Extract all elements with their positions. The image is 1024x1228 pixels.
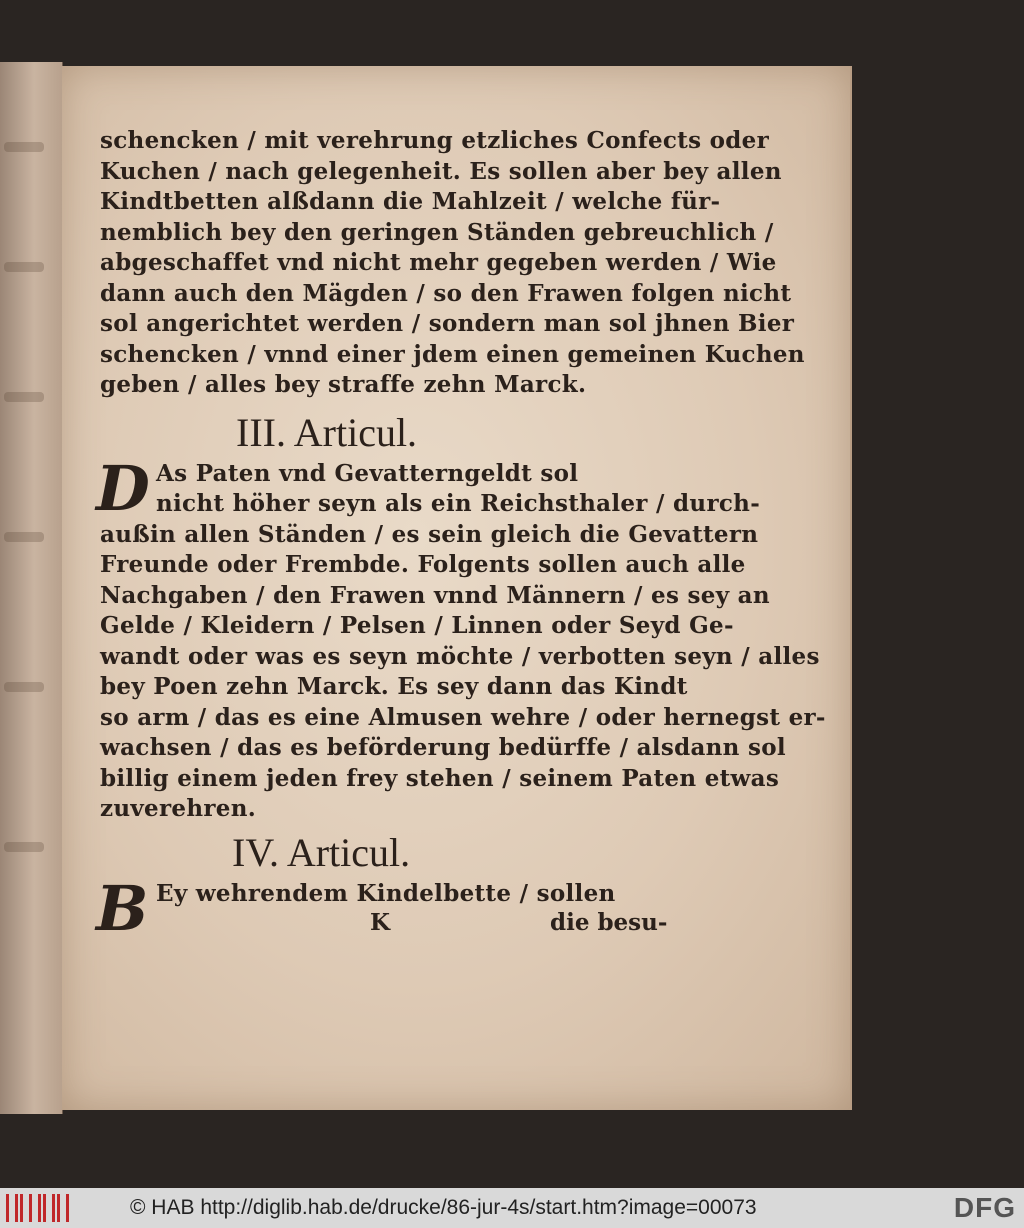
- ink-bleed: [4, 682, 44, 692]
- dfg-logo: DFG: [953, 1192, 1016, 1223]
- text-line: sol angerichtet werden / sondern man sol jhnen Bier: [100, 310, 795, 337]
- text-line: Kuchen / nach gelegenheit. Es sollen aber bey allen: [100, 157, 782, 185]
- text-line: wachsen / das es beförderung bedürffe / alsdann sol: [100, 734, 786, 761]
- article-4-line: Ey wehrendem Kindelbette / sollen: [156, 879, 616, 907]
- text-line: nemblich bey den geringen Ständen gebreuchlich /: [100, 218, 774, 246]
- ink-bleed: [4, 392, 44, 402]
- hab-logo-icon: [6, 1194, 69, 1222]
- catchword: die besu-: [550, 909, 668, 936]
- book-page: [62, 66, 852, 1110]
- text-line: abgeschaffet vnd nicht mehr gegeben werden / Wie: [100, 249, 777, 276]
- text-line: bey Poen zehn Marck. Es sey dann das Kindt: [100, 673, 688, 700]
- drop-cap-d: D: [96, 451, 150, 525]
- heading-article-3: III. Articul.: [236, 409, 418, 455]
- ink-bleed: [4, 262, 44, 272]
- article-3-lines: [100, 459, 826, 825]
- viewer-footer: [0, 1188, 1024, 1228]
- text-line: billig einem jeden frey stehen / seinem Paten etwas: [100, 764, 780, 792]
- drop-cap-b: B: [96, 871, 149, 945]
- page-text: [96, 126, 826, 945]
- text-line: Freunde oder Frembde. Folgents sollen auch alle: [100, 551, 746, 578]
- text-line: Kindtbetten alßdann die Mahlzeit / welche für-: [100, 188, 721, 215]
- facing-page-edge: [0, 62, 63, 1114]
- text-line: geben / alles bey straffe zehn Marck.: [100, 371, 587, 398]
- text-line: schencken / mit verehrung etzliches Confects oder: [100, 127, 770, 154]
- copyright-link[interactable]: © HAB http://diglib.hab.de/drucke/86-jur-4s/start.htm?image=00073: [130, 1196, 757, 1219]
- text-line: nicht höher seyn als ein Reichsthaler / durch-: [156, 490, 761, 517]
- opening-paragraph: [100, 126, 805, 401]
- heading-article-4: IV. Articul.: [232, 829, 411, 875]
- text-line: Nachgaben / den Frawen vnnd Männern / es sey an: [100, 581, 770, 609]
- text-line: zuverehren.: [100, 795, 257, 822]
- signature-mark: K: [370, 909, 390, 936]
- article-3-paragraph: [96, 451, 826, 825]
- ink-bleed: [4, 142, 44, 152]
- page-foot: [100, 909, 690, 941]
- text-line: As Paten vnd Gevatterngeldt sol: [156, 459, 579, 487]
- text-line: außin allen Ständen / es sein gleich die Gevattern: [100, 520, 759, 548]
- ink-bleed: [4, 532, 44, 542]
- text-line: schencken / vnnd einer jdem einen gemeinen Kuchen: [100, 340, 805, 368]
- ink-bleed: [4, 842, 44, 852]
- text-line: so arm / das es eine Almusen wehre / oder hernegst er-: [100, 703, 826, 731]
- text-line: wandt oder was es seyn möchte / verbotten seyn / alles: [100, 642, 820, 670]
- text-line: dann auch den Mägden / so den Frawen folgen nicht: [100, 279, 792, 307]
- text-line: Gelde / Kleidern / Pelsen / Linnen oder Seyd Ge-: [100, 612, 734, 639]
